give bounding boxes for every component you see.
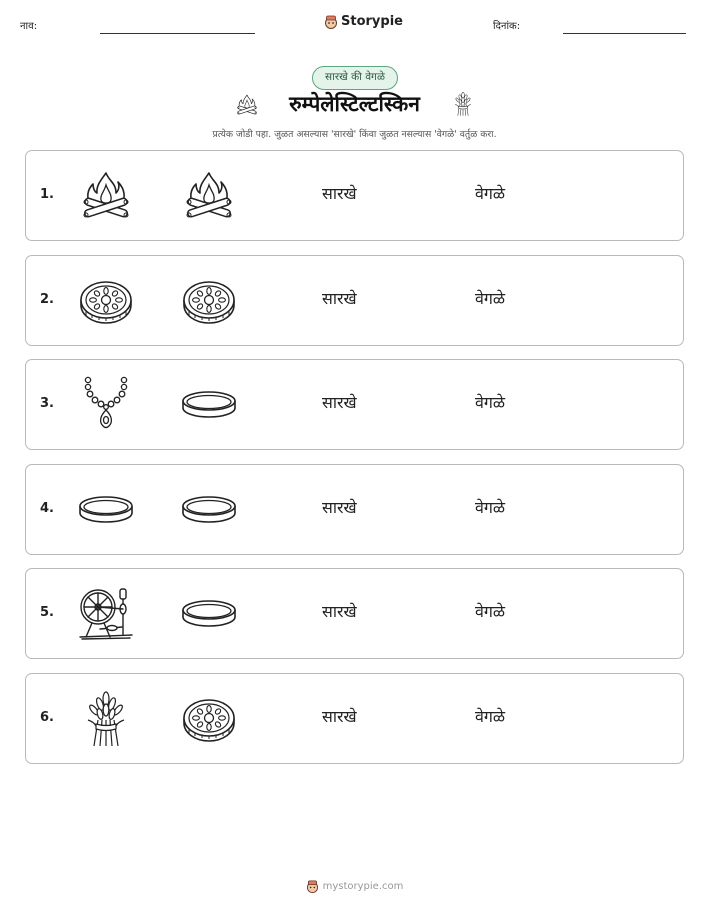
- campfire-icon: [76, 167, 136, 225]
- spinning-wheel-icon: [76, 585, 136, 643]
- question-row: [25, 568, 684, 659]
- name-line: [100, 33, 255, 34]
- question-row: [25, 255, 684, 346]
- different-option[interactable]: वेगळे: [475, 706, 506, 726]
- worksheet-header: [0, 16, 709, 40]
- same-option[interactable]: सारखे: [322, 497, 357, 517]
- question-row: [25, 464, 684, 555]
- necklace-icon: [76, 376, 136, 434]
- same-option[interactable]: सारखे: [322, 288, 357, 308]
- coin-icon: [179, 272, 239, 330]
- different-option[interactable]: वेगळे: [475, 602, 506, 621]
- question-number: 1.: [40, 187, 54, 202]
- question-number: 3.: [40, 396, 54, 411]
- different-option[interactable]: वेगळे: [475, 497, 506, 517]
- question-row: [25, 150, 684, 241]
- name-label: नाव:: [20, 21, 38, 32]
- footer-url: mystorypie.com: [322, 881, 404, 892]
- question-row: [25, 359, 684, 450]
- question-number: 4.: [40, 500, 54, 516]
- coin-icon: [76, 272, 136, 330]
- wheat-sheaf-icon: [450, 90, 476, 118]
- question-row: [25, 673, 684, 764]
- wheat-sheaf-icon: [76, 690, 136, 748]
- storypie-mascot-icon: [306, 880, 319, 893]
- same-option[interactable]: सारखे: [322, 184, 357, 203]
- instructions: प्रत्येक जोडी पहा. जुळत असल्यास 'सारखे' किंवा जुळत नसल्यास 'वेगळे' वर्तुळ करा.: [212, 129, 497, 140]
- same-option[interactable]: सारखे: [322, 393, 357, 412]
- title-row: [0, 88, 709, 124]
- question-number: 2.: [40, 291, 54, 307]
- ring-icon: [179, 481, 239, 539]
- coin-icon: [179, 690, 239, 748]
- ring-icon: [76, 481, 136, 539]
- ring-icon: [179, 376, 239, 434]
- ring-icon: [179, 585, 239, 643]
- brand-name: Storypie: [341, 14, 403, 29]
- brand-logo: [324, 14, 403, 29]
- date-label: दिनांक:: [493, 21, 521, 32]
- campfire-icon: [179, 167, 239, 225]
- storypie-mascot-icon: [324, 15, 338, 29]
- different-option[interactable]: वेगळे: [475, 393, 506, 412]
- page-title: रुम्पेलेस्टिल्टस्किन: [289, 92, 420, 116]
- different-option[interactable]: वेगळे: [475, 184, 506, 203]
- question-number: 6.: [40, 709, 54, 725]
- same-option[interactable]: सारखे: [322, 602, 357, 621]
- different-option[interactable]: वेगळे: [475, 288, 506, 308]
- same-option[interactable]: सारखे: [322, 706, 357, 726]
- footer: [0, 880, 709, 893]
- activity-badge: सारखे की वेगळे: [312, 66, 398, 90]
- date-line: [563, 33, 686, 34]
- question-number: 5.: [40, 605, 54, 620]
